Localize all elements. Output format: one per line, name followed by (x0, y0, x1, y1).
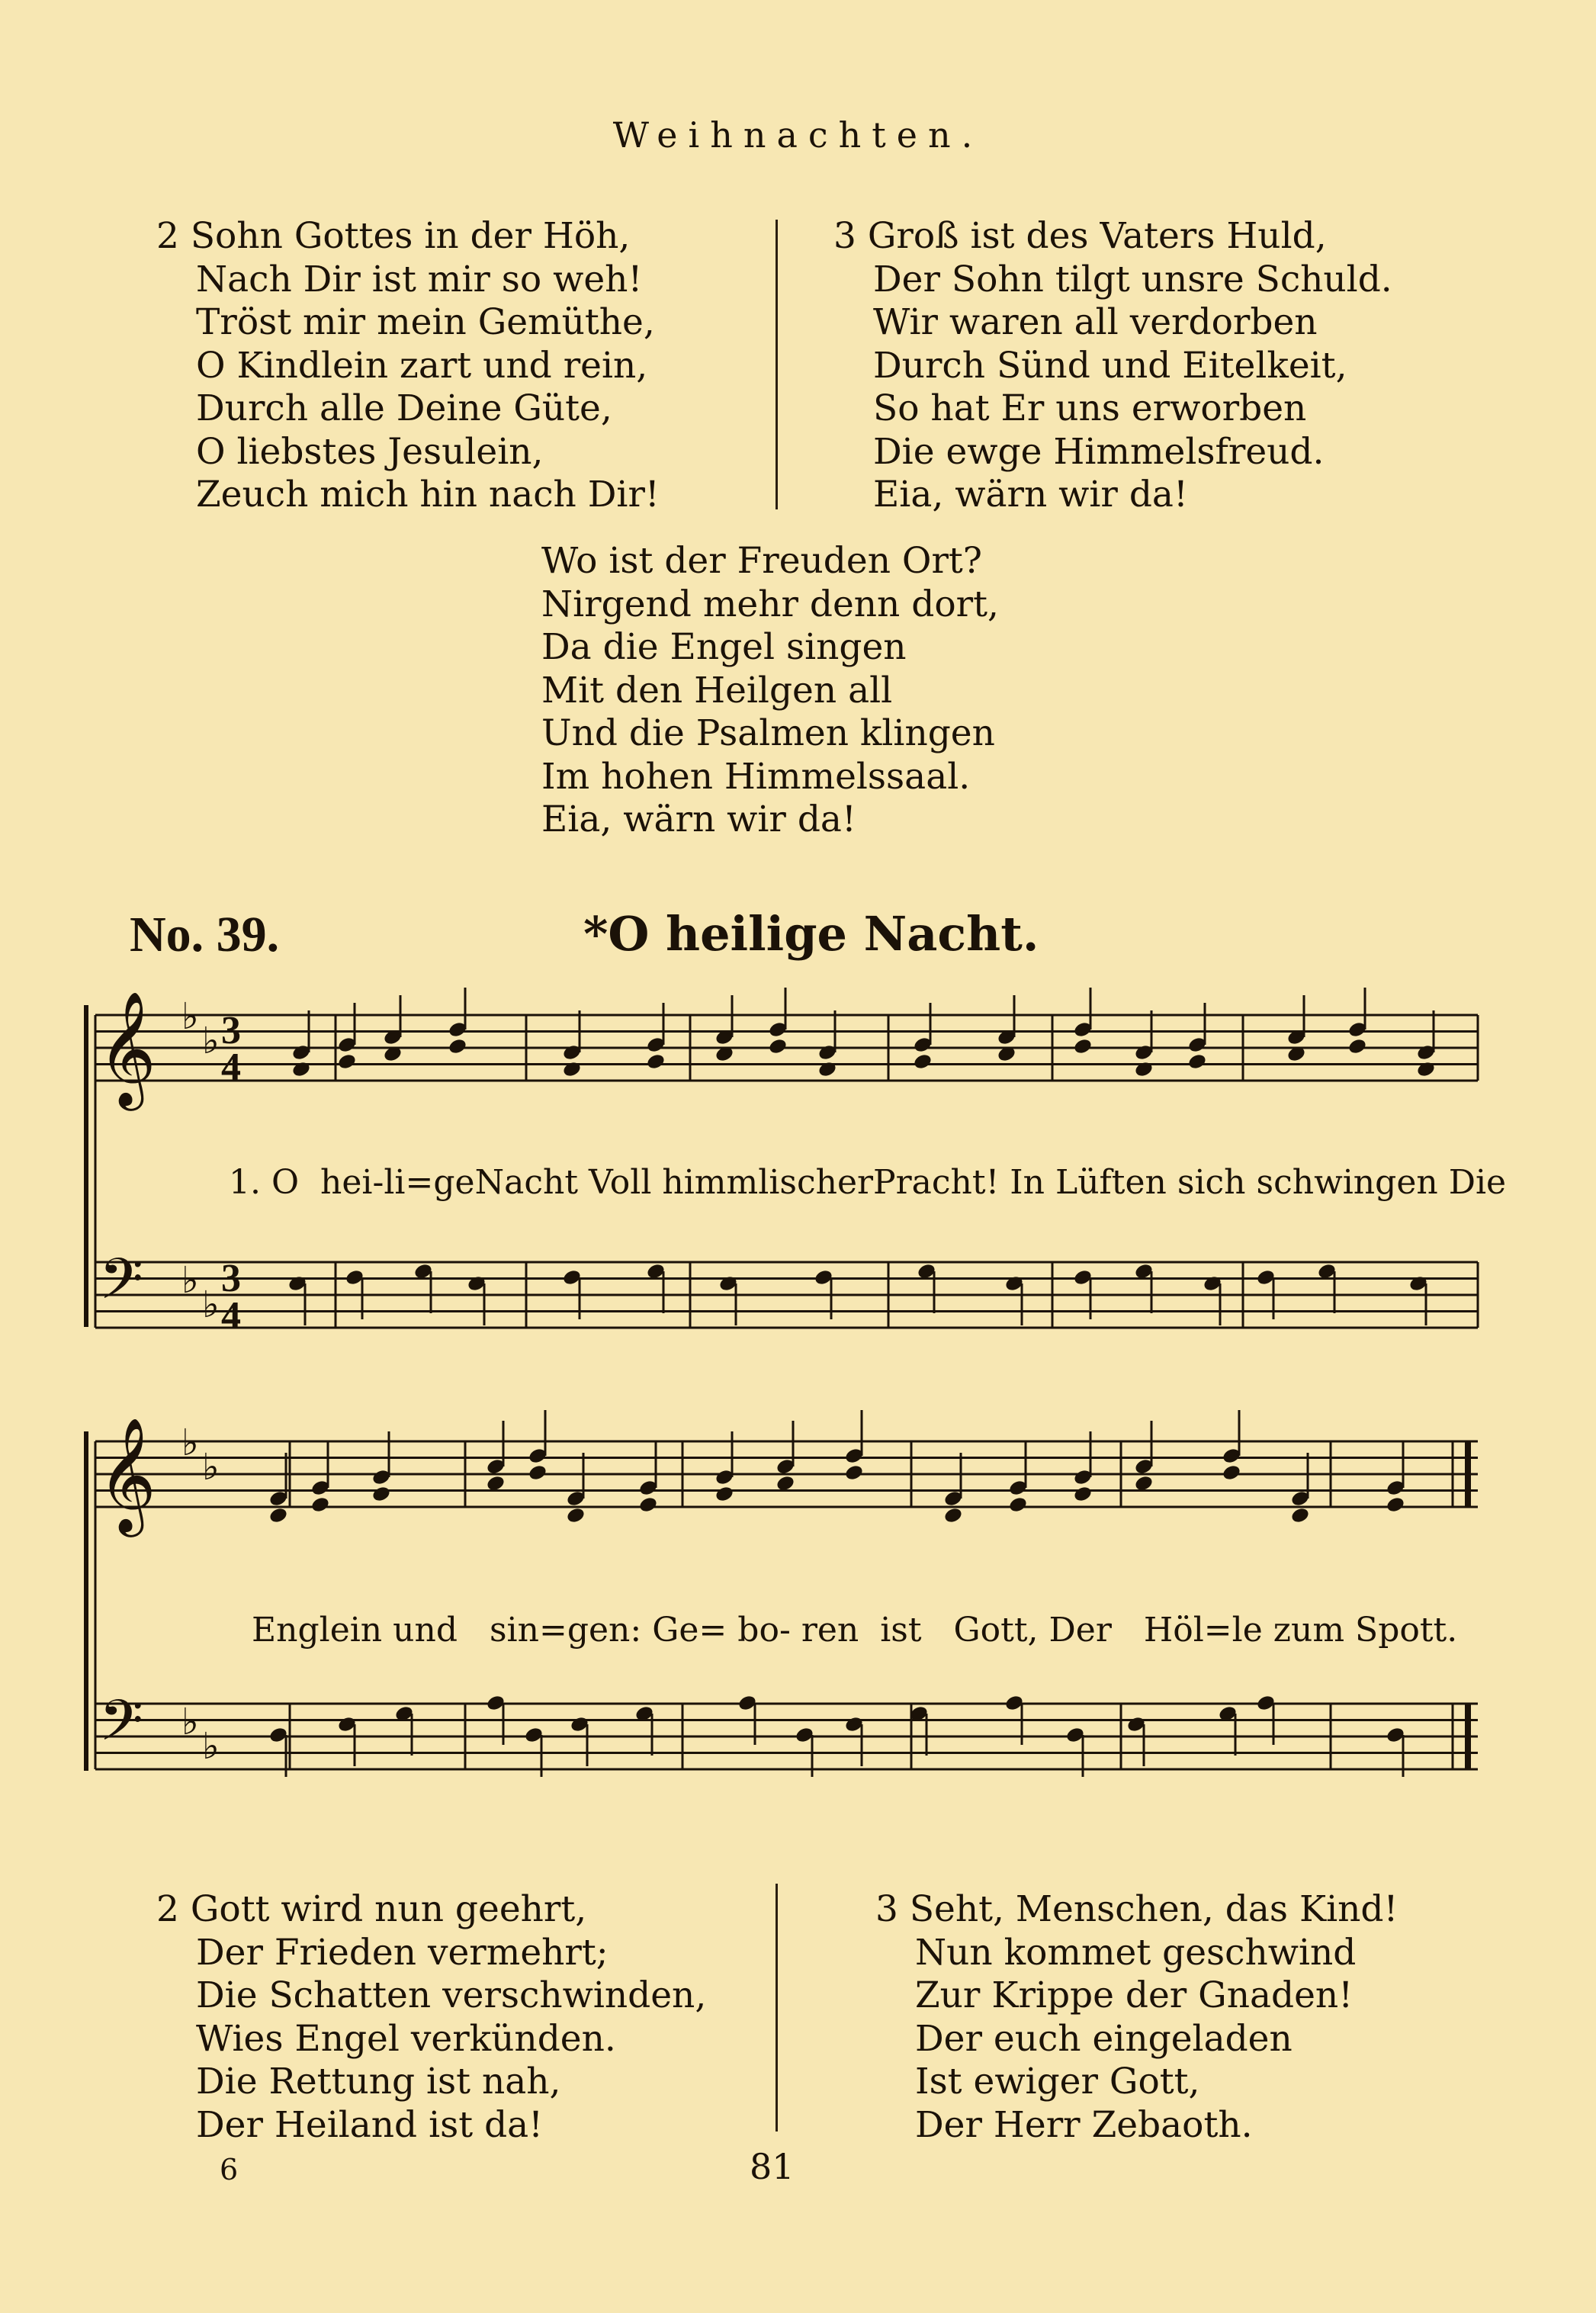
lyric-syllable: Gott, (953, 1611, 1039, 1650)
lyric-syllable: Die (1448, 1163, 1507, 1202)
stanza-line: Wo ist der Freuden Ort? (541, 540, 982, 582)
stanza-line: Gott wird nun geehrt, (190, 1888, 587, 1930)
stanza-line: Nach Dir ist mir so weh! (196, 258, 643, 300)
lyric-syllable: schwingen (1256, 1163, 1438, 1202)
time-signature-top: 3 (221, 1009, 241, 1052)
note-head (1290, 1506, 1311, 1524)
stanza-line: O liebstes Jesulein, (196, 430, 544, 473)
stanza-line: Wir waren all verdorben (873, 301, 1318, 343)
note-head (1134, 1060, 1154, 1078)
bass-clef-icon: 𝄢 (99, 1688, 143, 1768)
note-head (1347, 1037, 1368, 1055)
lyric-syllable: himmlischer (662, 1163, 874, 1202)
stanza-line: Die ewge Himmelsfreud. (873, 430, 1325, 473)
note-head (528, 1463, 548, 1482)
stanza-line: So hat Er uns erworben (873, 387, 1307, 429)
note-head (943, 1506, 964, 1524)
lyric-syllable: Voll (589, 1163, 652, 1202)
stanza-number: 2 (156, 215, 179, 257)
song-title: *O heilige Nacht. (583, 906, 1039, 962)
stanza-line: Die Schatten verschwinden, (196, 1974, 707, 2016)
note-head (768, 1037, 788, 1055)
lyric-syllable: = (405, 1163, 434, 1202)
stanza-line: Zeuch mich hin nach Dir! (196, 474, 660, 516)
stanza-line: Der Heiland ist da! (196, 2103, 544, 2146)
stanza-line: Nirgend mehr denn dort, (541, 583, 999, 625)
stanza-line: Eia, wärn wir da! (541, 798, 856, 840)
lyrics-line-1 (229, 1163, 1506, 1202)
note-head (1222, 1463, 1242, 1482)
stanza-line: O Kindlein zart und rein, (196, 344, 648, 387)
lyric-syllable: - (372, 1163, 384, 1202)
stanza-number: 3 (833, 215, 856, 257)
lyric-syllable: gen: (567, 1611, 642, 1650)
note-head (310, 1495, 331, 1514)
note-head (913, 1052, 933, 1071)
stanza-number: 2 (156, 1888, 179, 1930)
stanza-line: Der euch eingeladen (915, 2017, 1293, 2060)
flat-icon: ♭ (202, 1020, 220, 1062)
flat-icon: ♭ (181, 1259, 199, 1302)
note-head (291, 1060, 312, 1078)
note-head (1073, 1037, 1093, 1055)
note-head (844, 1463, 865, 1482)
note-head (268, 1506, 289, 1524)
stanza-number: 3 (875, 1888, 898, 1930)
stanza-line: Der Sohn tilgt unsre Schuld. (873, 258, 1392, 300)
lyric-syllable: - (779, 1611, 791, 1650)
lyric-syllable: zum (1273, 1611, 1345, 1650)
stanza-line: Groß ist des Vaters Huld, (867, 215, 1327, 257)
lyric-syllable: In (1010, 1163, 1045, 1202)
lyric-syllable: = (698, 1611, 727, 1650)
lyric-syllable: sich (1177, 1163, 1246, 1202)
stanza-line: Der Herr Zebaoth. (915, 2103, 1253, 2146)
lyric-syllable: 1. O (229, 1163, 300, 1202)
lyric-syllable: = (538, 1611, 567, 1650)
lyric-syllable: Lüften (1055, 1163, 1167, 1202)
lyric-syllable: li (384, 1163, 406, 1202)
note-head (562, 1060, 583, 1078)
stanza-line: Eia, wärn wir da! (873, 474, 1188, 516)
note-head (566, 1506, 586, 1524)
note-head (1073, 1485, 1093, 1503)
note-head (646, 1052, 666, 1071)
note-head (715, 1485, 735, 1503)
stanza-line: Tröst mir mein Gemüthe, (196, 301, 655, 343)
stanza-line: Durch alle Deine Güte, (196, 387, 612, 429)
song-number: No. 39. (130, 907, 280, 962)
stanza-line: Seht, Menschen, das Kind! (909, 1888, 1399, 1930)
stanza-line: Sohn Gottes in der Höh, (190, 215, 631, 257)
treble-clef-icon: 𝄞 (98, 1416, 156, 1532)
lyric-syllable: und (393, 1611, 458, 1650)
column-divider (776, 1884, 778, 2131)
treble-clef-icon: 𝄞 (98, 990, 156, 1106)
note-head (1386, 1495, 1406, 1514)
lyric-syllable: Spott. (1355, 1611, 1458, 1650)
lyric-syllable: ge (433, 1163, 475, 1202)
stanza-line: Nun kommet geschwind (915, 1931, 1357, 1974)
stanza-line: Mit den Heilgen all (541, 669, 893, 712)
note-head (638, 1495, 659, 1514)
time-signature-bottom: 4 (221, 1046, 241, 1089)
stanza-line: Wies Engel verkünden. (196, 2017, 616, 2060)
signature-mark: 6 (220, 2153, 239, 2186)
lyric-syllable: Nacht (474, 1163, 579, 1202)
stanza-line: Da die Engel singen (541, 626, 907, 668)
note-head (817, 1060, 838, 1078)
stanza-line: Ist ewiger Gott, (915, 2061, 1200, 2103)
lyrics-line-2 (252, 1611, 1457, 1650)
lyric-syllable: bo (737, 1611, 779, 1650)
stanza-line: Die Rettung ist nah, (196, 2061, 561, 2103)
lyric-syllable: = (1203, 1611, 1232, 1650)
stanza-2 (156, 1888, 706, 2147)
lyric-syllable: Ge (652, 1611, 699, 1650)
lyric-syllable: Englein (252, 1611, 383, 1650)
note-head (371, 1485, 392, 1503)
note-head (1416, 1060, 1437, 1078)
stanza-line: Zur Krippe der Gnaden! (915, 1974, 1354, 2016)
flat-icon: ♭ (202, 1283, 220, 1326)
flat-icon: ♭ (202, 1446, 220, 1489)
lyric-syllable: ist (880, 1611, 922, 1650)
lyric-syllable: ren (801, 1611, 859, 1650)
lyric-syllable: Höl (1143, 1611, 1204, 1650)
flat-icon: ♭ (181, 1422, 199, 1464)
lyric-syllable: le (1232, 1611, 1263, 1650)
flat-icon: ♭ (181, 1701, 199, 1743)
stanza-line: Und die Psalmen klingen (541, 712, 995, 754)
stanza-line: Der Frieden vermehrt; (196, 1931, 609, 1974)
flat-icon: ♭ (202, 1725, 220, 1768)
note-head (1187, 1052, 1208, 1071)
lyric-syllable: hei (320, 1163, 373, 1202)
lyric-syllable: Pracht! (873, 1163, 1000, 1202)
note-head (448, 1037, 468, 1055)
stanza-line: Im hohen Himmelssaal. (541, 755, 971, 798)
page-number: 81 (750, 2146, 795, 2187)
running-header: Weihnachten. (612, 114, 984, 156)
stanza-3 (875, 1888, 1398, 2147)
flat-icon: ♭ (181, 995, 199, 1038)
time-signature-bottom: 4 (221, 1294, 241, 1338)
stanza-line: Durch Sünd und Eitelkeit, (873, 344, 1347, 387)
bass-clef-icon: 𝄢 (99, 1246, 143, 1326)
time-signature-top: 3 (221, 1257, 241, 1300)
lyric-syllable: Der (1048, 1611, 1112, 1650)
note-head (1008, 1495, 1029, 1514)
lyric-syllable: sin (489, 1611, 539, 1650)
note-head (337, 1052, 358, 1071)
